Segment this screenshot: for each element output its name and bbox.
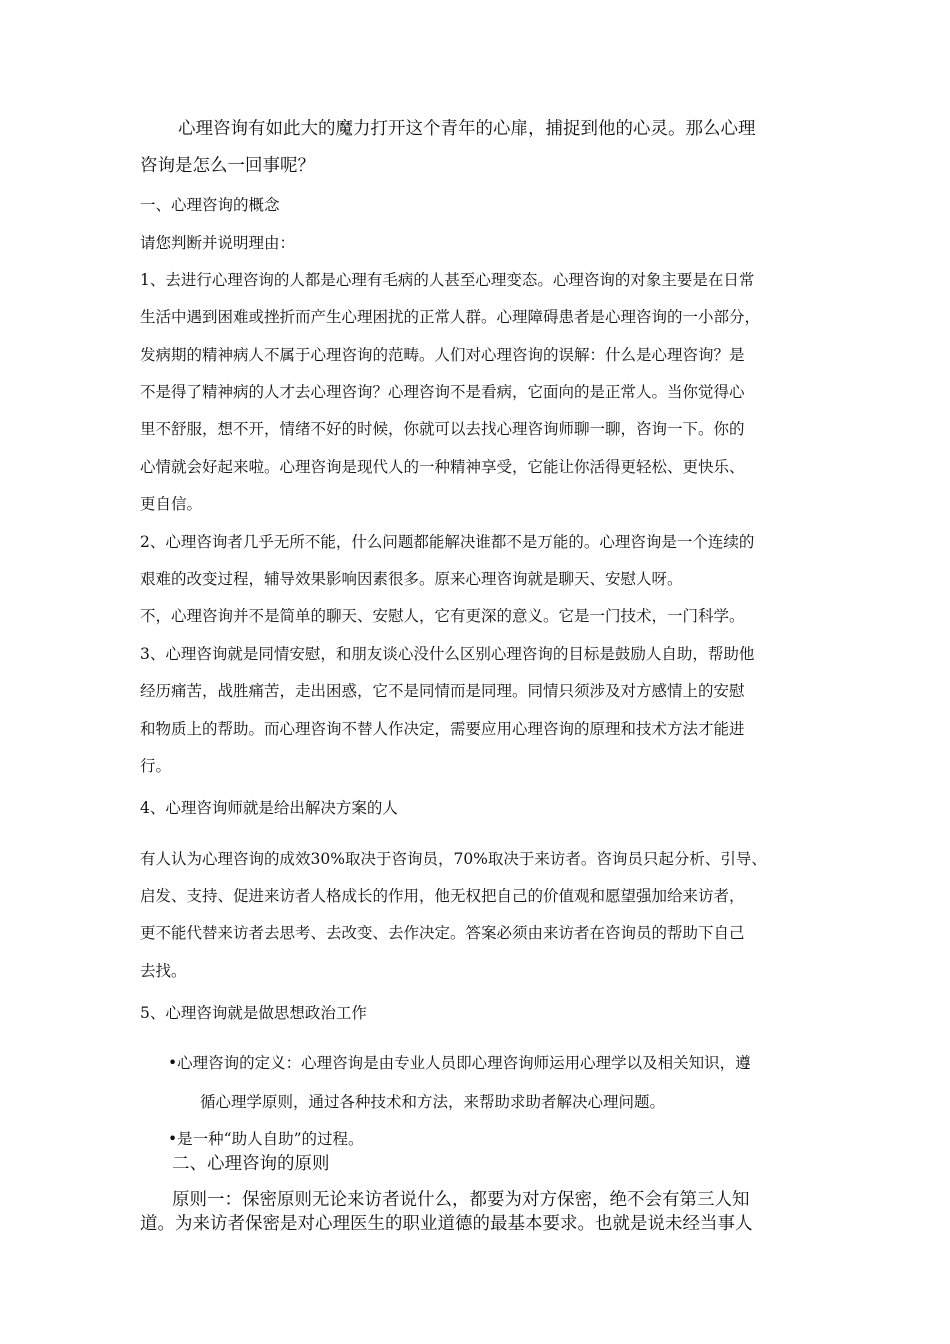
principle1-line-2: 道。为来访者保密是对心理医生的职业道德的最基本要求。也就是说未经当事人	[140, 1214, 753, 1234]
item1-line-7: 更自信。	[140, 495, 203, 513]
item3-line-1: 3、心理咨询就是同情安慰，和朋友谈心没什么区别心理咨询的目标是鼓励人自助，帮助他	[140, 645, 755, 663]
item3-line-3: 和物质上的帮助。而心理咨询不替人作决定，需要应用心理咨询的原理和技术方法才能进	[140, 720, 745, 738]
item4-heading: 4、心理咨询师就是给出解决方案的人	[140, 799, 398, 817]
item2-line-2: 艰难的改变过程，辅导效果影响因素很多。原来心理咨询就是聊天、安慰人呀。	[140, 570, 683, 588]
intro-line-1: 心理咨询有如此大的魔力打开这个青年的心扉，捕捉到他的心灵。那么心理	[178, 119, 756, 139]
item4-line-2: 启发、支持、促进来访者人格成长的作用，他无权把自己的价值观和愿望强加给来访者，	[140, 887, 745, 905]
principle1-line-1: 原则一：保密原则无论来访者说什么，都要为对方保密，绝不会有第三人知	[172, 1190, 750, 1210]
item3-line-4: 行。	[140, 757, 172, 775]
item1-line-5: 里不舒服，想不开，情绪不好的时候，你就可以去找心理咨询师聊一聊，咨询一下。你的	[140, 420, 745, 438]
item4-line-3: 更不能代替来访者去思考、去改变、去作决定。答案必须由来访者在咨询员的帮助下自己	[140, 924, 745, 942]
bullet1-line-2: 循心理学原则，通过各种技术和方法，来帮助求助者解决心理问题。	[200, 1093, 666, 1111]
item1-line-3: 发病期的精神病人不属于心理咨询的范畴。人们对心理咨询的误解：什么是心理咨询？是	[140, 346, 745, 364]
prompt-line: 请您判断并说明理由：	[140, 234, 296, 252]
bullet1-line-1: •心理咨询的定义：心理咨询是由专业人员即心理咨询师运用心理学以及相关知识，遵	[168, 1054, 751, 1072]
item3-line-2: 经历痛苦，战胜痛苦，走出困惑，它不是同情而是同理。同情只须涉及对方感情上的安慰	[140, 682, 745, 700]
item1-line-1: 1、去进行心理咨询的人都是心理有毛病的人甚至心理变态。心理咨询的对象主要是在日常	[140, 271, 755, 289]
item2-line-3: 不，心理咨询并不是简单的聊天、安慰人，它有更深的意义。它是一门技术，一门科学。	[140, 607, 745, 625]
item2-line-1: 2、心理咨询者几乎无所不能，什么问题都能解决谁都不是万能的。心理咨询是一个连续的	[140, 533, 755, 551]
item5-heading: 5、心理咨询就是做思想政治工作	[140, 1004, 367, 1022]
intro-line-2: 咨询是怎么一回事呢？	[140, 156, 315, 176]
section1-heading: 一、心理咨询的概念	[140, 196, 280, 214]
item4-line-1: 有人认为心理咨询的成效30%取决于咨询员，70%取决于来访者。咨询员只起分析、引导、	[140, 850, 767, 868]
item1-line-2: 生活中遇到困难或挫折而产生心理困扰的正常人群。心理障碍患者是心理咨询的一小部分，	[140, 308, 761, 326]
item1-line-6: 心情就会好起来啦。心理咨询是现代人的一种精神享受，它能让你活得更轻松、更快乐、	[140, 458, 745, 476]
section2-heading: 二、心理咨询的原则	[172, 1154, 330, 1174]
bullet2-line: •是一种“助人自助”的过程。	[168, 1130, 364, 1148]
item4-line-4: 去找。	[140, 962, 187, 980]
item1-line-4: 不是得了精神病的人才去心理咨询？心理咨询不是看病，它面向的是正常人。当你觉得心	[140, 383, 745, 401]
